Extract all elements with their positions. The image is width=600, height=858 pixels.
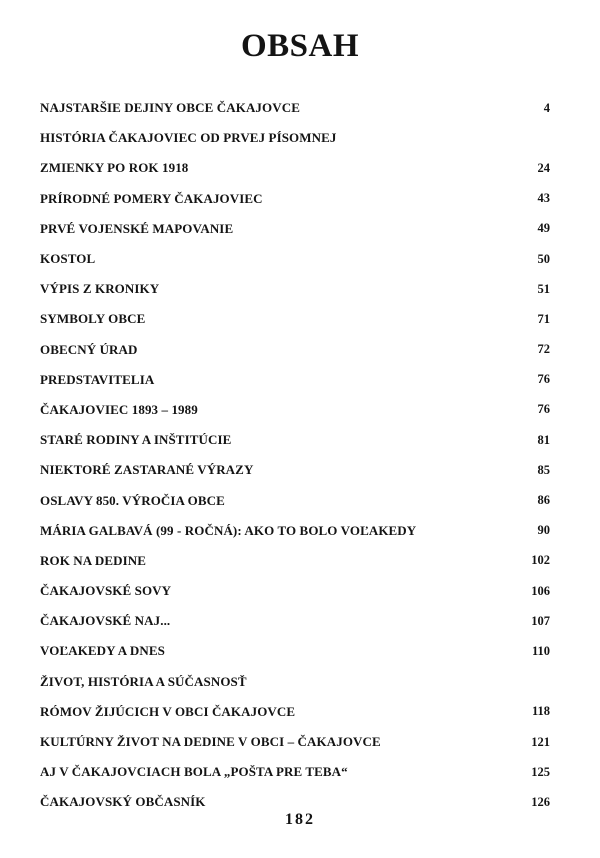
toc-entry (40, 93, 550, 123)
table-of-contents (40, 93, 550, 818)
toc-entry (40, 395, 550, 425)
toc-entry (40, 184, 550, 214)
toc-entry (40, 153, 550, 183)
toc-entry-title: ŽIVOT, HISTÓRIA A SÚČASNOSŤ (40, 673, 247, 689)
toc-entry-page: 90 (537, 523, 550, 538)
page-number: 182 (285, 811, 315, 828)
toc-entry-page: 43 (537, 191, 550, 206)
toc-entry-title: RÓMOV ŽIJÚCICH V OBCI ČAKAJOVCE (40, 703, 296, 719)
toc-entry-title: ČAKAJOVSKÝ OBČASNÍK (40, 794, 206, 810)
toc-entry-title: OSLAVY 850. VÝROČIA OBCE (40, 492, 225, 508)
toc-entry-page: 106 (531, 583, 550, 598)
toc-entry-title: ČAKAJOVIEC 1893 – 1989 (40, 401, 198, 417)
toc-entry (40, 274, 550, 304)
toc-entry-title: OBECNÝ ÚRAD (40, 341, 138, 357)
page-title: OBSAH (240, 28, 360, 64)
toc-entry-page: 51 (537, 281, 550, 296)
toc-entry-page: 71 (537, 311, 550, 326)
toc-entry-title: VÝPIS Z KRONIKY (40, 281, 160, 297)
toc-entry-page: 110 (531, 643, 550, 658)
toc-entry-title: KOSTOL (40, 251, 96, 267)
toc-entry (40, 123, 550, 153)
toc-entry-title: HISTÓRIA ČAKAJOVIEC OD PRVEJ PÍSOMNEJ (40, 130, 337, 146)
toc-entry (40, 335, 550, 365)
toc-entry-title: AJ V ČAKAJOVCIACH BOLA „POŠTA PRE TEBA“ (40, 764, 348, 780)
toc-entry-title: SYMBOLY OBCE (40, 311, 146, 327)
toc-entry (40, 304, 550, 334)
toc-entry (40, 214, 550, 244)
toc-entry-title: ČAKAJOVSKÉ NAJ... (40, 613, 171, 629)
toc-entry-page: 72 (537, 342, 550, 357)
toc-entry-title: MÁRIA GALBAVÁ (99 - ROČNÁ): AKO TO BOLO VOĽAKEDY (40, 522, 417, 538)
toc-entry (40, 425, 550, 455)
toc-entry (40, 516, 550, 546)
toc-entry-page: 118 (531, 704, 550, 719)
toc-entry (40, 485, 550, 515)
toc-entry (40, 606, 550, 636)
toc-entry (40, 636, 550, 666)
toc-entry-page: 121 (531, 734, 550, 749)
toc-entry-page: 102 (531, 553, 550, 568)
toc-entry (40, 546, 550, 576)
toc-entry-title: ZMIENKY PO ROK 1918 (40, 160, 189, 176)
toc-entry-page: 81 (537, 432, 550, 447)
toc-entry-title: STARÉ RODINY A INŠTITÚCIE (40, 432, 232, 448)
toc-entry (40, 576, 550, 606)
toc-entry-page: 76 (537, 372, 550, 387)
toc-entry-page: 4 (543, 100, 550, 115)
toc-entry-page: 107 (531, 613, 550, 628)
toc-entry-page: 125 (531, 764, 550, 779)
toc-entry-page: 86 (537, 493, 550, 508)
toc-entry-title: PREDSTAVITELIA (40, 371, 155, 387)
toc-entry-title: ČAKAJOVSKÉ SOVY (40, 583, 172, 599)
toc-entry-title: NAJSTARŠIE DEJINY OBCE ČAKAJOVCE (40, 100, 300, 116)
toc-entry (40, 667, 550, 697)
toc-entry-page: 24 (537, 160, 550, 175)
toc-entry-title: ROK NA DEDINE (40, 552, 147, 568)
toc-entry-title: KULTÚRNY ŽIVOT NA DEDINE V OBCI – ČAKAJOVCE (40, 734, 381, 750)
toc-entry (40, 244, 550, 274)
toc-entry-page: 50 (537, 251, 550, 266)
toc-entry-title: NIEKTORÉ ZASTARANÉ VÝRAZY (40, 462, 254, 478)
toc-entry-page: 76 (537, 402, 550, 417)
toc-entry (40, 365, 550, 395)
toc-entry-page: 49 (537, 221, 550, 236)
toc-entry (40, 455, 550, 485)
toc-entry (40, 727, 550, 757)
toc-entry (40, 757, 550, 787)
toc-entry (40, 697, 550, 727)
toc-entry-page: 85 (537, 462, 550, 477)
toc-entry-title: PRÍRODNÉ POMERY ČAKAJOVIEC (40, 190, 263, 206)
toc-entry-title: PRVÉ VOJENSKÉ MAPOVANIE (40, 220, 234, 236)
toc-entry-title: VOĽAKEDY A DNES (40, 643, 166, 659)
toc-entry-page: 126 (531, 794, 550, 809)
